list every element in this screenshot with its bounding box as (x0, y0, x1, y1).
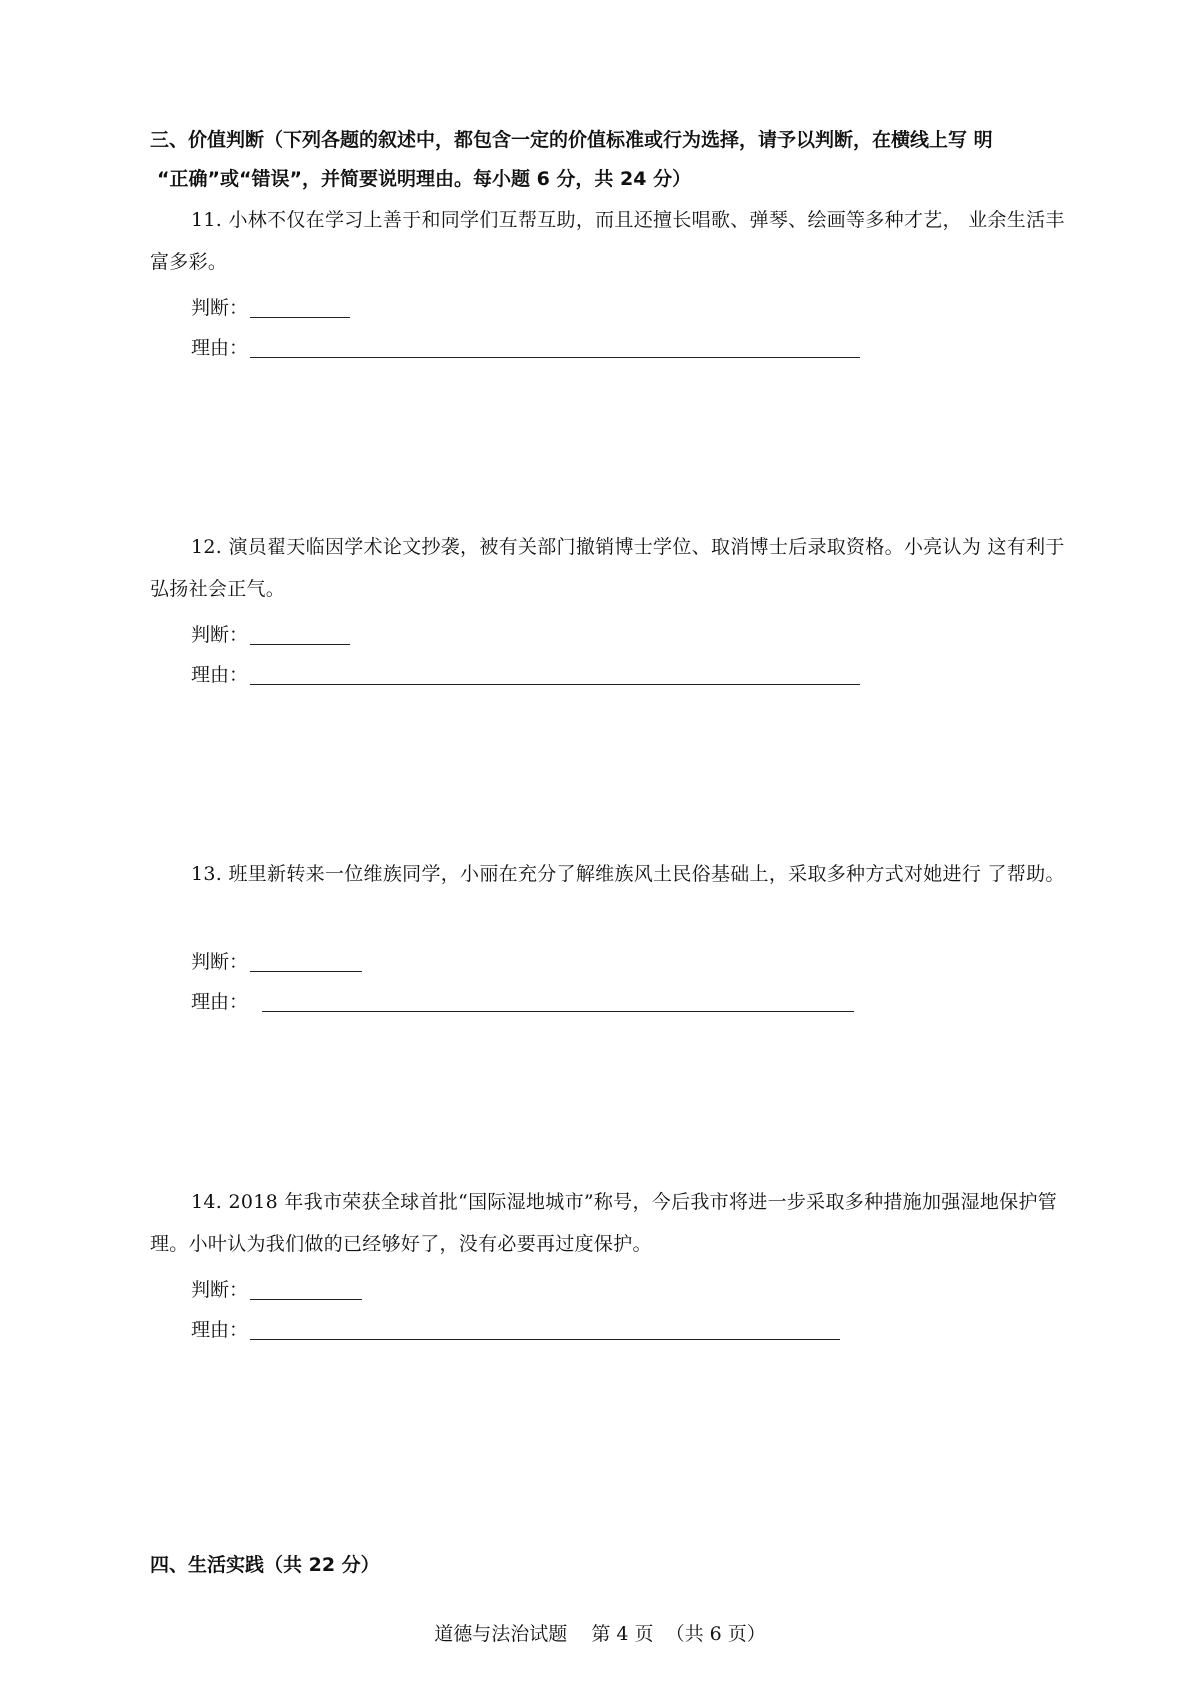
reason-blank[interactable] (262, 989, 854, 1012)
reason-label: 理由： (191, 1318, 249, 1341)
section-3-heading: 三、价值判断（下列各题的叙述中，都包含一定的价值标准或行为选择，请予以判断，在横线上写 明 (150, 129, 993, 151)
judgement-blank[interactable] (250, 622, 350, 645)
reason-label: 理由： (191, 336, 249, 359)
question-text: 11. 小林不仅在学习上善于和同学们互帮互助，而且还擅长唱歌、弹琴、绘画等多种才艺， 业余生活丰富多彩。 (150, 209, 1065, 273)
section-4-heading: 四、生活实践（共 22 分） (150, 1554, 380, 1576)
question-text: 14. 2018 年我市荣获全球首批“国际湿地城市”称号，今后我市将进一步采取多种措施加强湿地保护管理。小叶认为我们做的已经够好了，没有必要再过度保护。 (150, 1191, 1058, 1255)
reason-row (191, 326, 860, 366)
reason-label: 理由： (191, 663, 249, 686)
judgement-label: 判断： (191, 296, 249, 319)
judgement-blank[interactable] (250, 949, 362, 972)
judgement-label: 判断： (191, 1278, 249, 1301)
reason-blank[interactable] (250, 1317, 840, 1340)
reason-row (191, 980, 854, 1020)
reason-blank[interactable] (250, 335, 860, 358)
reason-row (191, 653, 860, 693)
reason-label: 理由： (191, 990, 249, 1013)
question-text: 12. 演员翟天临因学术论文抄袭，被有关部门撤销博士学位、取消博士后录取资格。小亮认为 这有利于弘扬社会正气。 (150, 536, 1065, 600)
judgement-row (191, 940, 362, 980)
page-footer: 道德与法治试题 第 4 页 （共 6 页） (434, 1623, 766, 1645)
question-text: 13. 班里新转来一位维族同学，小丽在充分了解维族风土民俗基础上，采取多种方式对她进行 了帮助。 (191, 863, 1065, 885)
judgement-row (191, 1268, 362, 1308)
reason-blank[interactable] (250, 662, 860, 685)
judgement-row (191, 613, 350, 653)
question-14 (150, 1181, 1070, 1341)
judgement-label: 判断： (191, 623, 249, 646)
judgement-label: 判断： (191, 950, 249, 973)
judgement-row (191, 286, 350, 326)
judgement-blank[interactable] (250, 295, 350, 318)
question-11 (150, 199, 1070, 359)
question-12 (150, 526, 1070, 686)
reason-row (191, 1308, 840, 1348)
section-3-heading-continued: “正确”或“错误”，并简要说明理由。每小题 6 分，共 24 分） (157, 168, 692, 190)
judgement-blank[interactable] (250, 1277, 362, 1300)
question-13 (150, 853, 1070, 1013)
